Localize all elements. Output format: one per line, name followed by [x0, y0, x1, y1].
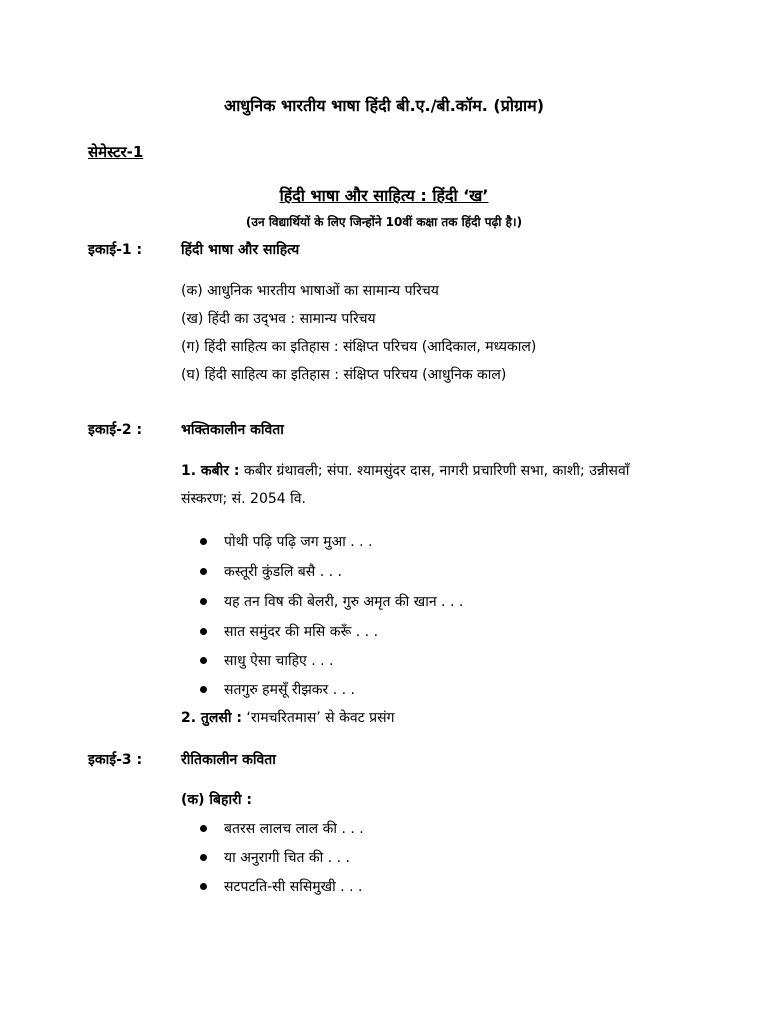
- unit-1-title: हिंदी भाषा और साहित्य: [181, 242, 300, 258]
- kabir-poem-item: कस्तूरी कुंडलि बसै . . .: [200, 562, 342, 581]
- document-title: आधुनिक भारतीय भाषा हिंदी बी.ए./बी.कॉम. (प्रोग्राम): [223, 96, 545, 115]
- bullet-icon: [200, 657, 207, 664]
- kabir-reference: [181, 461, 629, 480]
- unit-3-label: इकाई-3 :: [88, 752, 143, 768]
- kabir-heading: 1. कबीर :: [181, 463, 240, 479]
- kabir-poem-item: पोथी पढ़ि पढ़ि जग मुआ . . .: [200, 532, 373, 551]
- unit-2-title: भक्तिकालीन कविता: [181, 422, 284, 438]
- bullet-icon: [200, 628, 207, 635]
- bihari-heading: (क) बिहारी :: [181, 792, 252, 808]
- kabir-poem-item: साधु ऐसा चाहिए . . .: [200, 651, 333, 670]
- unit-1-item: (क) आधुनिक भारतीय भाषाओं का सामान्य परिचय: [181, 283, 439, 299]
- unit-1-label: इकाई-1 :: [88, 242, 143, 258]
- kabir-reference-line1: कबीर ग्रंथावली; संपा. श्यामसुंदर दास, नागरी प्रचारिणी सभा, काशी; उन्नीसवाँ: [243, 463, 630, 479]
- bullet-icon: [200, 825, 207, 832]
- course-title: हिंदी भाषा और साहित्य : हिंदी ‘ख’: [279, 186, 489, 205]
- kabir-reference-line2: संस्करण; सं. 2054 वि.: [181, 491, 306, 507]
- unit-1-item: (घ) हिंदी साहित्य का इतिहास : संक्षिप्त परिचय (आधुनिक काल): [181, 367, 507, 383]
- course-note: (उन विद्यार्थियों के लिए जिन्होंने 10वीं कक्षा तक हिंदी पढ़ी है।): [245, 215, 523, 229]
- bullet-icon: [200, 883, 207, 890]
- unit-2-label: इकाई-2 :: [88, 422, 143, 438]
- kabir-poem-item: सतगुरु हमसूँ रीझकर . . .: [200, 680, 355, 699]
- tulsi-heading: 2. तुलसी :: [181, 710, 242, 726]
- tulsi-line: [181, 708, 394, 727]
- bullet-icon: [200, 686, 207, 693]
- bullet-icon: [200, 538, 207, 545]
- unit-1-item: (ख) हिंदी का उद्‌भव : सामान्य परिचय: [181, 311, 376, 327]
- semester-heading: सेमेस्टर-1: [88, 143, 144, 161]
- unit-3-title: रीतिकालीन कविता: [181, 752, 276, 768]
- bullet-icon: [200, 568, 207, 575]
- bihari-poem-item: सटपटति-सी ससिमुखी . . .: [200, 877, 362, 896]
- bihari-poem-item: या अनुरागी चित की . . .: [200, 848, 350, 867]
- tulsi-text: ‘रामचरितमास’ से केवट प्रसंग: [246, 710, 395, 726]
- bihari-poem-item: बतरस लालच लाल की . . .: [200, 819, 364, 838]
- kabir-poem-item: यह तन विष की बेलरी, गुरु अमृत की खान . . .: [200, 592, 463, 611]
- bullet-icon: [200, 854, 207, 861]
- bullet-icon: [200, 598, 207, 605]
- unit-1-item: (ग) हिंदी साहित्य का इतिहास : संक्षिप्त परिचय (आदिकाल, मध्यकाल): [181, 339, 537, 355]
- kabir-poem-item: सात समुंदर की मसि करूँ . . .: [200, 622, 378, 641]
